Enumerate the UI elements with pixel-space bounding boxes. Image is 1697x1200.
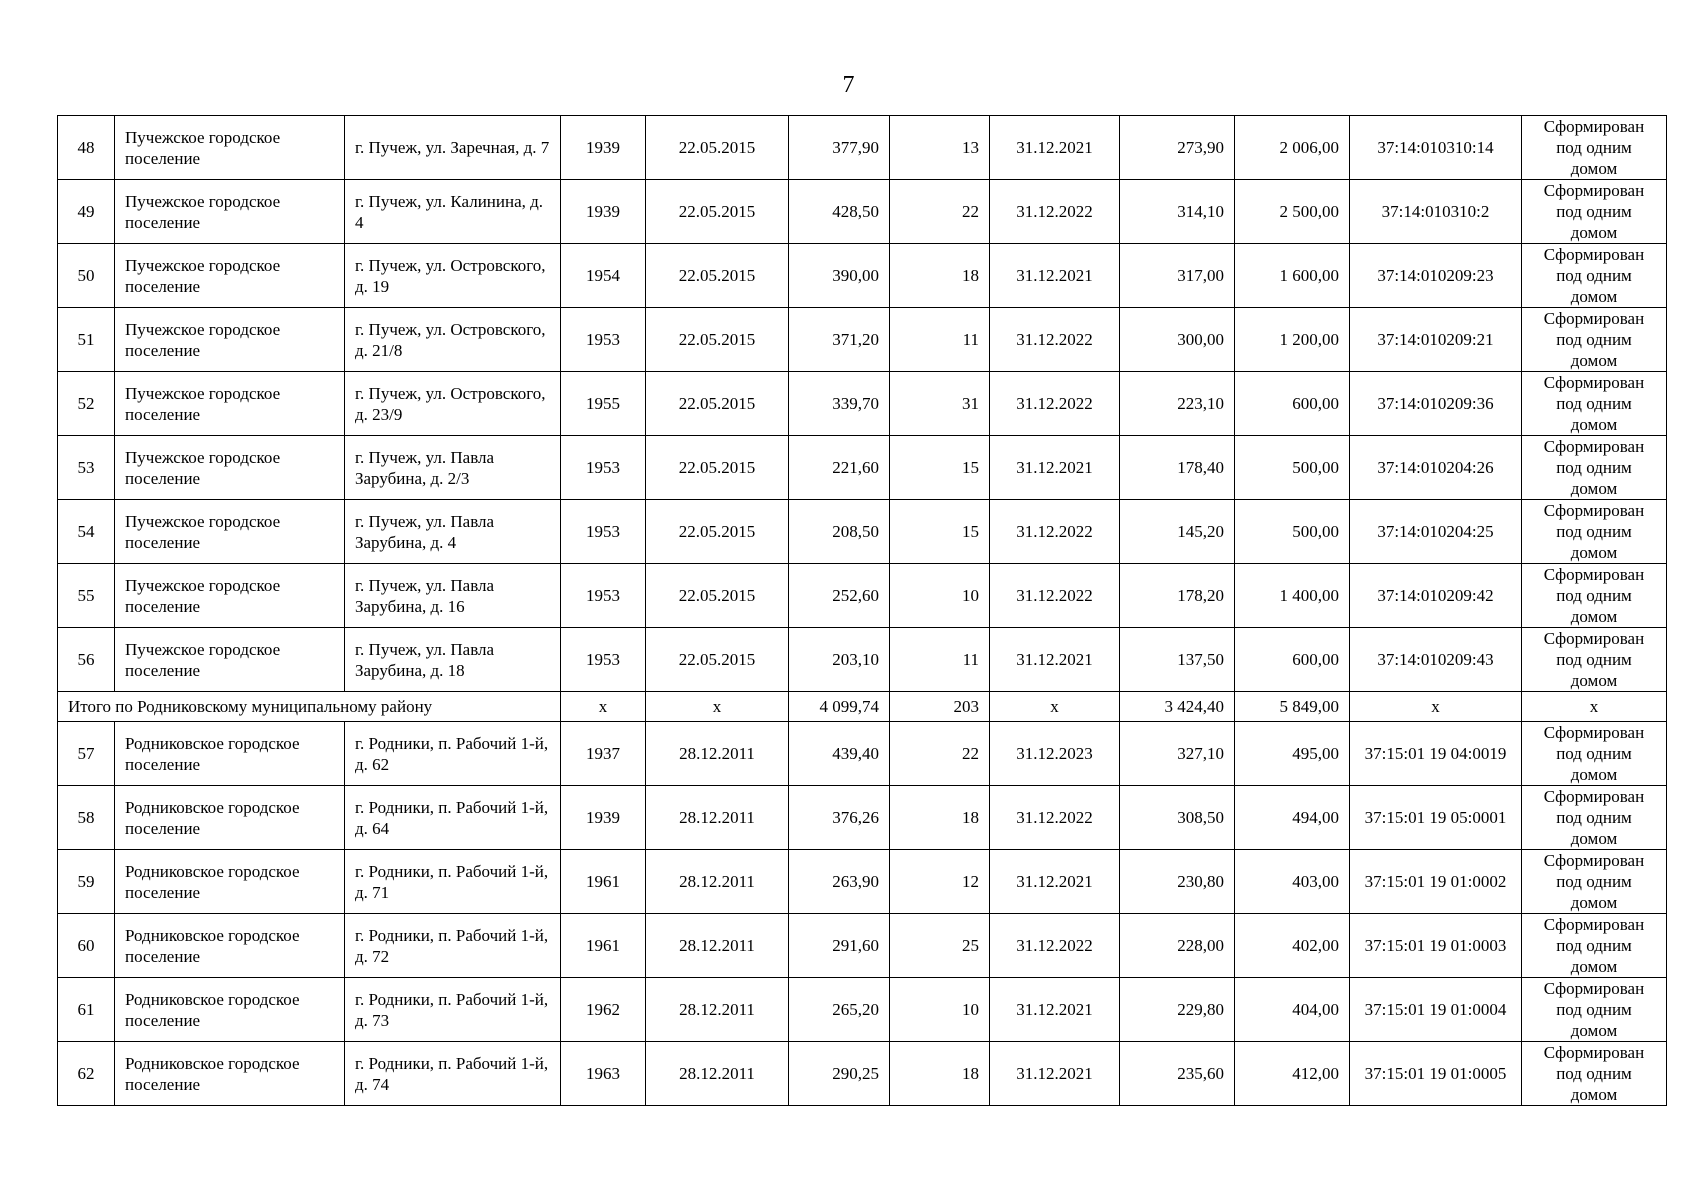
row-number: 48 bbox=[58, 116, 115, 180]
address-cell: г. Пучеж, ул. Павла Зарубина, д. 18 bbox=[345, 628, 561, 692]
settlement-cell: Родниковское городское поселение bbox=[115, 914, 345, 978]
living-area-cell: 273,90 bbox=[1120, 116, 1235, 180]
living-area-cell: 145,20 bbox=[1120, 500, 1235, 564]
cadastral-number-cell: 37:14:010204:26 bbox=[1350, 436, 1522, 500]
table-row bbox=[58, 244, 1667, 308]
total-area-cell: 265,20 bbox=[789, 978, 890, 1042]
land-status-cell: Сформирован под одним домом bbox=[1522, 244, 1667, 308]
recognition-date-cell: 22.05.2015 bbox=[646, 308, 789, 372]
living-area-cell: 229,80 bbox=[1120, 978, 1235, 1042]
total-row bbox=[58, 692, 1667, 722]
settlement-cell: Пучежское городское поселение bbox=[115, 308, 345, 372]
row-number: 49 bbox=[58, 180, 115, 244]
deadline-cell: 31.12.2022 bbox=[990, 372, 1120, 436]
residents-cell: 15 bbox=[890, 436, 990, 500]
address-cell: г. Родники, п. Рабочий 1-й, д. 73 bbox=[345, 978, 561, 1042]
recognition-date-cell: 28.12.2011 bbox=[646, 786, 789, 850]
total-group bbox=[58, 692, 1667, 722]
build-year-cell: 1953 bbox=[561, 436, 646, 500]
deadline-cell: 31.12.2021 bbox=[990, 978, 1120, 1042]
living-area-cell: 178,40 bbox=[1120, 436, 1235, 500]
build-year-cell: 1953 bbox=[561, 500, 646, 564]
total-area-cell: 377,90 bbox=[789, 116, 890, 180]
recognition-date-cell: 22.05.2015 bbox=[646, 628, 789, 692]
residents-cell: 31 bbox=[890, 372, 990, 436]
living-area-cell: 314,10 bbox=[1120, 180, 1235, 244]
row-number: 57 bbox=[58, 722, 115, 786]
land-status-cell: Сформирован под одним домом bbox=[1522, 180, 1667, 244]
total-area-cell: 221,60 bbox=[789, 436, 890, 500]
land-status-cell: Сформирован под одним домом bbox=[1522, 786, 1667, 850]
total-area: 4 099,74 bbox=[789, 692, 890, 722]
total-cadastral: х bbox=[1350, 692, 1522, 722]
total-area-cell: 263,90 bbox=[789, 850, 890, 914]
recognition-date-cell: 22.05.2015 bbox=[646, 244, 789, 308]
settlement-cell: Пучежское городское поселение bbox=[115, 244, 345, 308]
land-status-cell: Сформирован под одним домом bbox=[1522, 500, 1667, 564]
total-area-cell: 339,70 bbox=[789, 372, 890, 436]
address-cell: г. Пучеж, ул. Островского, д. 21/8 bbox=[345, 308, 561, 372]
row-number: 58 bbox=[58, 786, 115, 850]
address-cell: г. Пучеж, ул. Павла Зарубина, д. 2/3 bbox=[345, 436, 561, 500]
row-number: 50 bbox=[58, 244, 115, 308]
row-number: 60 bbox=[58, 914, 115, 978]
build-year-cell: 1939 bbox=[561, 116, 646, 180]
residents-cell: 22 bbox=[890, 722, 990, 786]
recognition-date-cell: 22.05.2015 bbox=[646, 564, 789, 628]
living-area-cell: 317,00 bbox=[1120, 244, 1235, 308]
land-status-cell: Сформирован под одним домом bbox=[1522, 722, 1667, 786]
cadastral-number-cell: 37:14:010209:23 bbox=[1350, 244, 1522, 308]
total-area-cell: 252,60 bbox=[789, 564, 890, 628]
build-year-cell: 1961 bbox=[561, 850, 646, 914]
cadastral-number-cell: 37:14:010209:43 bbox=[1350, 628, 1522, 692]
address-cell: г. Родники, п. Рабочий 1-й, д. 62 bbox=[345, 722, 561, 786]
cadastral-number-cell: 37:14:010209:21 bbox=[1350, 308, 1522, 372]
cadastral-number-cell: 37:15:01 19 01:0003 bbox=[1350, 914, 1522, 978]
total-area-cell: 439,40 bbox=[789, 722, 890, 786]
settlement-cell: Родниковское городское поселение bbox=[115, 850, 345, 914]
living-area-cell: 327,10 bbox=[1120, 722, 1235, 786]
settlement-cell: Пучежское городское поселение bbox=[115, 372, 345, 436]
land-area-cell: 402,00 bbox=[1235, 914, 1350, 978]
recognition-date-cell: 28.12.2011 bbox=[646, 850, 789, 914]
row-number: 51 bbox=[58, 308, 115, 372]
living-area-cell: 235,60 bbox=[1120, 1042, 1235, 1106]
deadline-cell: 31.12.2022 bbox=[990, 308, 1120, 372]
residents-cell: 18 bbox=[890, 1042, 990, 1106]
recognition-date-cell: 22.05.2015 bbox=[646, 372, 789, 436]
build-year-cell: 1954 bbox=[561, 244, 646, 308]
total-date: х bbox=[646, 692, 789, 722]
address-cell: г. Пучеж, ул. Калинина, д. 4 bbox=[345, 180, 561, 244]
deadline-cell: 31.12.2021 bbox=[990, 628, 1120, 692]
land-area-cell: 500,00 bbox=[1235, 436, 1350, 500]
land-area-cell: 1 600,00 bbox=[1235, 244, 1350, 308]
cadastral-number-cell: 37:15:01 19 04:0019 bbox=[1350, 722, 1522, 786]
rows-group-rodniki bbox=[58, 722, 1667, 1106]
recognition-date-cell: 28.12.2011 bbox=[646, 722, 789, 786]
land-status-cell: Сформирован под одним домом bbox=[1522, 116, 1667, 180]
total-label: Итого по Родниковскому муниципальному району bbox=[58, 692, 561, 722]
residents-cell: 11 bbox=[890, 628, 990, 692]
land-status-cell: Сформирован под одним домом bbox=[1522, 850, 1667, 914]
table-row bbox=[58, 786, 1667, 850]
land-status-cell: Сформирован под одним домом bbox=[1522, 372, 1667, 436]
residents-cell: 18 bbox=[890, 244, 990, 308]
deadline-cell: 31.12.2021 bbox=[990, 244, 1120, 308]
settlement-cell: Пучежское городское поселение bbox=[115, 436, 345, 500]
settlement-cell: Пучежское городское поселение bbox=[115, 180, 345, 244]
land-status-cell: Сформирован под одним домом bbox=[1522, 1042, 1667, 1106]
total-area-cell: 376,26 bbox=[789, 786, 890, 850]
residents-cell: 10 bbox=[890, 978, 990, 1042]
housing-registry-table bbox=[57, 115, 1667, 1106]
land-area-cell: 600,00 bbox=[1235, 628, 1350, 692]
land-status-cell: Сформирован под одним домом bbox=[1522, 978, 1667, 1042]
address-cell: г. Родники, п. Рабочий 1-й, д. 74 bbox=[345, 1042, 561, 1106]
address-cell: г. Пучеж, ул. Заречная, д. 7 bbox=[345, 116, 561, 180]
land-area-cell: 495,00 bbox=[1235, 722, 1350, 786]
table-row bbox=[58, 436, 1667, 500]
address-cell: г. Пучеж, ул. Павла Зарубина, д. 16 bbox=[345, 564, 561, 628]
cadastral-number-cell: 37:15:01 19 01:0005 bbox=[1350, 1042, 1522, 1106]
land-area-cell: 1 400,00 bbox=[1235, 564, 1350, 628]
residents-cell: 25 bbox=[890, 914, 990, 978]
deadline-cell: 31.12.2023 bbox=[990, 722, 1120, 786]
rows-group-puchezh bbox=[58, 116, 1667, 692]
row-number: 53 bbox=[58, 436, 115, 500]
land-status-cell: Сформирован под одним домом bbox=[1522, 564, 1667, 628]
settlement-cell: Родниковское городское поселение bbox=[115, 722, 345, 786]
address-cell: г. Пучеж, ул. Павла Зарубина, д. 4 bbox=[345, 500, 561, 564]
address-cell: г. Родники, п. Рабочий 1-й, д. 71 bbox=[345, 850, 561, 914]
residents-cell: 22 bbox=[890, 180, 990, 244]
table-row bbox=[58, 500, 1667, 564]
total-living-area: 3 424,40 bbox=[1120, 692, 1235, 722]
recognition-date-cell: 28.12.2011 bbox=[646, 978, 789, 1042]
total-land-area: 5 849,00 bbox=[1235, 692, 1350, 722]
recognition-date-cell: 22.05.2015 bbox=[646, 436, 789, 500]
settlement-cell: Родниковское городское поселение bbox=[115, 978, 345, 1042]
residents-cell: 12 bbox=[890, 850, 990, 914]
build-year-cell: 1953 bbox=[561, 308, 646, 372]
row-number: 52 bbox=[58, 372, 115, 436]
deadline-cell: 31.12.2021 bbox=[990, 1042, 1120, 1106]
living-area-cell: 228,00 bbox=[1120, 914, 1235, 978]
cadastral-number-cell: 37:14:010209:42 bbox=[1350, 564, 1522, 628]
land-status-cell: Сформирован под одним домом bbox=[1522, 914, 1667, 978]
recognition-date-cell: 28.12.2011 bbox=[646, 914, 789, 978]
deadline-cell: 31.12.2021 bbox=[990, 116, 1120, 180]
recognition-date-cell: 28.12.2011 bbox=[646, 1042, 789, 1106]
build-year-cell: 1953 bbox=[561, 628, 646, 692]
living-area-cell: 137,50 bbox=[1120, 628, 1235, 692]
cadastral-number-cell: 37:15:01 19 01:0002 bbox=[1350, 850, 1522, 914]
deadline-cell: 31.12.2022 bbox=[990, 786, 1120, 850]
total-area-cell: 390,00 bbox=[789, 244, 890, 308]
build-year-cell: 1939 bbox=[561, 180, 646, 244]
total-area-cell: 208,50 bbox=[789, 500, 890, 564]
living-area-cell: 178,20 bbox=[1120, 564, 1235, 628]
deadline-cell: 31.12.2022 bbox=[990, 914, 1120, 978]
settlement-cell: Пучежское городское поселение bbox=[115, 564, 345, 628]
land-status-cell: Сформирован под одним домом bbox=[1522, 628, 1667, 692]
deadline-cell: 31.12.2022 bbox=[990, 180, 1120, 244]
settlement-cell: Родниковское городское поселение bbox=[115, 786, 345, 850]
address-cell: г. Пучеж, ул. Островского, д. 23/9 bbox=[345, 372, 561, 436]
total-deadline: х bbox=[990, 692, 1120, 722]
table-row bbox=[58, 372, 1667, 436]
cadastral-number-cell: 37:15:01 19 01:0004 bbox=[1350, 978, 1522, 1042]
deadline-cell: 31.12.2022 bbox=[990, 564, 1120, 628]
row-number: 56 bbox=[58, 628, 115, 692]
land-area-cell: 600,00 bbox=[1235, 372, 1350, 436]
total-area-cell: 371,20 bbox=[789, 308, 890, 372]
total-area-cell: 290,25 bbox=[789, 1042, 890, 1106]
recognition-date-cell: 22.05.2015 bbox=[646, 180, 789, 244]
cadastral-number-cell: 37:15:01 19 05:0001 bbox=[1350, 786, 1522, 850]
row-number: 62 bbox=[58, 1042, 115, 1106]
recognition-date-cell: 22.05.2015 bbox=[646, 500, 789, 564]
table-row bbox=[58, 116, 1667, 180]
land-status-cell: Сформирован под одним домом bbox=[1522, 436, 1667, 500]
address-cell: г. Родники, п. Рабочий 1-й, д. 72 bbox=[345, 914, 561, 978]
land-area-cell: 500,00 bbox=[1235, 500, 1350, 564]
land-area-cell: 2 006,00 bbox=[1235, 116, 1350, 180]
land-area-cell: 412,00 bbox=[1235, 1042, 1350, 1106]
living-area-cell: 300,00 bbox=[1120, 308, 1235, 372]
build-year-cell: 1937 bbox=[561, 722, 646, 786]
row-number: 54 bbox=[58, 500, 115, 564]
cadastral-number-cell: 37:14:010204:25 bbox=[1350, 500, 1522, 564]
table-row bbox=[58, 308, 1667, 372]
deadline-cell: 31.12.2022 bbox=[990, 500, 1120, 564]
build-year-cell: 1953 bbox=[561, 564, 646, 628]
build-year-cell: 1955 bbox=[561, 372, 646, 436]
settlement-cell: Родниковское городское поселение bbox=[115, 1042, 345, 1106]
build-year-cell: 1939 bbox=[561, 786, 646, 850]
table-row bbox=[58, 180, 1667, 244]
deadline-cell: 31.12.2021 bbox=[990, 850, 1120, 914]
land-area-cell: 404,00 bbox=[1235, 978, 1350, 1042]
address-cell: г. Родники, п. Рабочий 1-й, д. 64 bbox=[345, 786, 561, 850]
total-area-cell: 428,50 bbox=[789, 180, 890, 244]
residents-cell: 11 bbox=[890, 308, 990, 372]
living-area-cell: 230,80 bbox=[1120, 850, 1235, 914]
settlement-cell: Пучежское городское поселение bbox=[115, 500, 345, 564]
cadastral-number-cell: 37:14:010310:14 bbox=[1350, 116, 1522, 180]
row-number: 55 bbox=[58, 564, 115, 628]
table-row bbox=[58, 722, 1667, 786]
table-row bbox=[58, 914, 1667, 978]
land-area-cell: 403,00 bbox=[1235, 850, 1350, 914]
cadastral-number-cell: 37:14:010310:2 bbox=[1350, 180, 1522, 244]
build-year-cell: 1962 bbox=[561, 978, 646, 1042]
total-area-cell: 203,10 bbox=[789, 628, 890, 692]
settlement-cell: Пучежское городское поселение bbox=[115, 628, 345, 692]
build-year-cell: 1963 bbox=[561, 1042, 646, 1106]
residents-cell: 13 bbox=[890, 116, 990, 180]
address-cell: г. Пучеж, ул. Островского, д. 19 bbox=[345, 244, 561, 308]
total-residents: 203 bbox=[890, 692, 990, 722]
deadline-cell: 31.12.2021 bbox=[990, 436, 1120, 500]
land-status-cell: Сформирован под одним домом bbox=[1522, 308, 1667, 372]
row-number: 61 bbox=[58, 978, 115, 1042]
total-year: х bbox=[561, 692, 646, 722]
build-year-cell: 1961 bbox=[561, 914, 646, 978]
living-area-cell: 308,50 bbox=[1120, 786, 1235, 850]
table-row bbox=[58, 850, 1667, 914]
table-row bbox=[58, 978, 1667, 1042]
residents-cell: 10 bbox=[890, 564, 990, 628]
row-number: 59 bbox=[58, 850, 115, 914]
recognition-date-cell: 22.05.2015 bbox=[646, 116, 789, 180]
residents-cell: 15 bbox=[890, 500, 990, 564]
residents-cell: 18 bbox=[890, 786, 990, 850]
land-area-cell: 494,00 bbox=[1235, 786, 1350, 850]
table-row bbox=[58, 628, 1667, 692]
settlement-cell: Пучежское городское поселение bbox=[115, 116, 345, 180]
cadastral-number-cell: 37:14:010209:36 bbox=[1350, 372, 1522, 436]
total-status: х bbox=[1522, 692, 1667, 722]
living-area-cell: 223,10 bbox=[1120, 372, 1235, 436]
land-area-cell: 2 500,00 bbox=[1235, 180, 1350, 244]
land-area-cell: 1 200,00 bbox=[1235, 308, 1350, 372]
page-number: 7 bbox=[842, 72, 855, 98]
table-row bbox=[58, 1042, 1667, 1106]
total-area-cell: 291,60 bbox=[789, 914, 890, 978]
table-row bbox=[58, 564, 1667, 628]
